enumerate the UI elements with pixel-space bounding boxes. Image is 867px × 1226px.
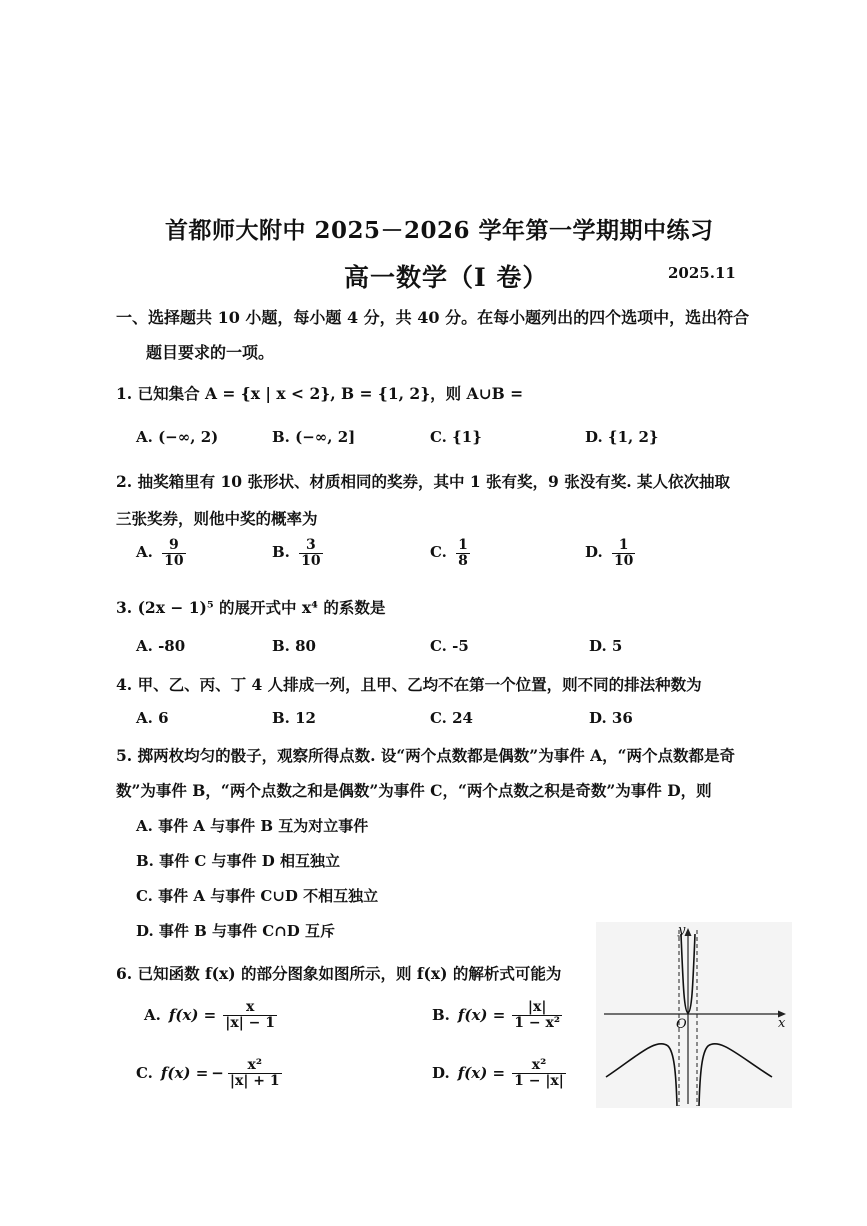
- fraction-numerator: |x|: [527, 999, 547, 1015]
- fraction-numerator: 3: [306, 537, 316, 553]
- fraction-denominator: 1 − x²: [514, 1014, 560, 1031]
- fraction: [512, 1058, 566, 1088]
- option-letter: A.: [144, 1006, 161, 1025]
- option-letter: C.: [136, 1064, 153, 1083]
- question-2-option-a: [136, 538, 186, 568]
- exam-title: 首都师大附中 2025－2026 学年第一学期期中练习: [165, 217, 714, 244]
- fraction-denominator: 8: [458, 552, 468, 569]
- fraction-denominator: 1 − |x|: [514, 1072, 564, 1089]
- question-4-option-b: B. 12: [272, 709, 316, 727]
- question-4-option-a: A. 6: [136, 709, 169, 727]
- fraction: [228, 1058, 282, 1088]
- question-5-option-d: D. 事件 B 与事件 C∩D 互斥: [136, 922, 335, 940]
- question-6-option-a: [144, 1000, 277, 1030]
- option-letter: D.: [432, 1064, 450, 1083]
- fraction-denominator: |x| + 1: [229, 1072, 280, 1089]
- section-instruction-line2: 题目要求的一项。: [146, 343, 275, 362]
- question-3-option-c: C. -5: [430, 637, 469, 655]
- formula-lhs: f(x) =: [168, 1006, 217, 1025]
- fraction-numerator: x²: [531, 1057, 547, 1073]
- option-letter: B.: [432, 1006, 450, 1025]
- formula-lhs: f(x) =: [457, 1006, 506, 1025]
- formula-lhs: f(x) =: [160, 1064, 209, 1083]
- question-4-option-c: C. 24: [430, 709, 473, 727]
- question-1-option-b: B. (−∞, 2]: [272, 428, 356, 446]
- question-5-stem-line2: 数”为事件 B，“两个点数之和是偶数”为事件 C，“两个点数之积是奇数”为事件 D，则: [116, 781, 712, 800]
- question-2-option-b: [272, 538, 323, 568]
- formula: [136, 1058, 282, 1088]
- question-4-option-d: D. 36: [589, 709, 633, 727]
- question-1-stem: 1. 已知集合 A = {x | x < 2}, B = {1, 2}，则 A∪B =: [116, 384, 524, 403]
- formula: [432, 1058, 566, 1088]
- fraction-denominator: |x| − 1: [225, 1014, 276, 1031]
- question-6-option-d: [432, 1058, 566, 1088]
- fraction: [512, 1000, 562, 1030]
- question-1-option-c: C. {1}: [430, 428, 482, 446]
- formula-sign: −: [211, 1064, 224, 1083]
- fraction-numerator: x²: [247, 1057, 262, 1073]
- origin-label: O: [676, 1017, 687, 1032]
- option-letter: B.: [272, 543, 290, 562]
- option-letter: C.: [430, 543, 447, 562]
- formula-lhs: f(x) =: [457, 1064, 506, 1083]
- question-4-stem: 4. 甲、乙、丙、丁 4 人排成一列，且甲、乙均不在第一个位置，则不同的排法种数为: [116, 675, 702, 694]
- fraction-numerator: 9: [168, 537, 179, 553]
- question-3-stem: 3. (2x − 1)⁵ 的展开式中 x⁴ 的系数是: [116, 598, 386, 617]
- question-5-option-b: B. 事件 C 与事件 D 相互独立: [136, 852, 340, 870]
- x-axis-label: x: [778, 1016, 786, 1031]
- function-graph: [596, 922, 792, 1108]
- fraction-denominator: 10: [301, 552, 321, 569]
- question-3-option-d: D. 5: [589, 637, 623, 655]
- formula: [144, 1000, 277, 1030]
- question-5-option-a: A. 事件 A 与事件 B 互为对立事件: [136, 817, 369, 835]
- fraction-numerator: 1: [458, 537, 468, 553]
- question-3-option-b: B. 80: [272, 637, 316, 655]
- section-instruction-line1: 一、选择题共 10 小题，每小题 4 分，共 40 分。在每小题列出的四个选项中，选出符合: [116, 308, 750, 327]
- formula: [432, 1000, 562, 1030]
- option-letter: A.: [136, 543, 153, 562]
- fraction: [223, 1000, 277, 1030]
- fraction: [456, 538, 470, 568]
- fraction-numerator: 1: [618, 537, 629, 553]
- question-6-option-b: [432, 1000, 562, 1030]
- fraction-denominator: 10: [164, 552, 184, 569]
- option-letter: D.: [585, 543, 603, 562]
- question-2-option-d: [585, 538, 635, 568]
- y-axis-label: y: [678, 923, 686, 938]
- exam-subtitle: 高一数学（I 卷）: [344, 263, 549, 292]
- fraction: [162, 538, 185, 568]
- fraction: [612, 538, 635, 568]
- question-2-option-c: [430, 538, 470, 568]
- question-2-stem-line1: 2. 抽奖箱里有 10 张形状、材质相同的奖券，其中 1 张有奖，9 张没有奖. 某人依次抽取: [116, 472, 730, 491]
- question-6-stem: 6. 已知函数 f(x) 的部分图象如图所示，则 f(x) 的解析式可能为: [116, 964, 562, 983]
- fraction-denominator: 10: [613, 552, 634, 569]
- question-1-option-a: A. (−∞, 2): [136, 428, 219, 446]
- question-2-stem-line2: 三张奖券，则他中奖的概率为: [116, 509, 318, 528]
- question-1-option-d: D. {1, 2}: [585, 428, 659, 446]
- exam-date: 2025.11: [668, 264, 736, 282]
- question-6-option-c: [136, 1058, 282, 1088]
- question-3-option-a: A. -80: [136, 637, 186, 655]
- question-5-option-c: C. 事件 A 与事件 C∪D 不相互独立: [136, 887, 379, 905]
- fraction-numerator: x: [245, 999, 255, 1015]
- fraction: [299, 538, 322, 568]
- question-5-stem-line1: 5. 掷两枚均匀的骰子，观察所得点数. 设“两个点数都是偶数”为事件 A，“两个点数都是奇: [116, 746, 736, 765]
